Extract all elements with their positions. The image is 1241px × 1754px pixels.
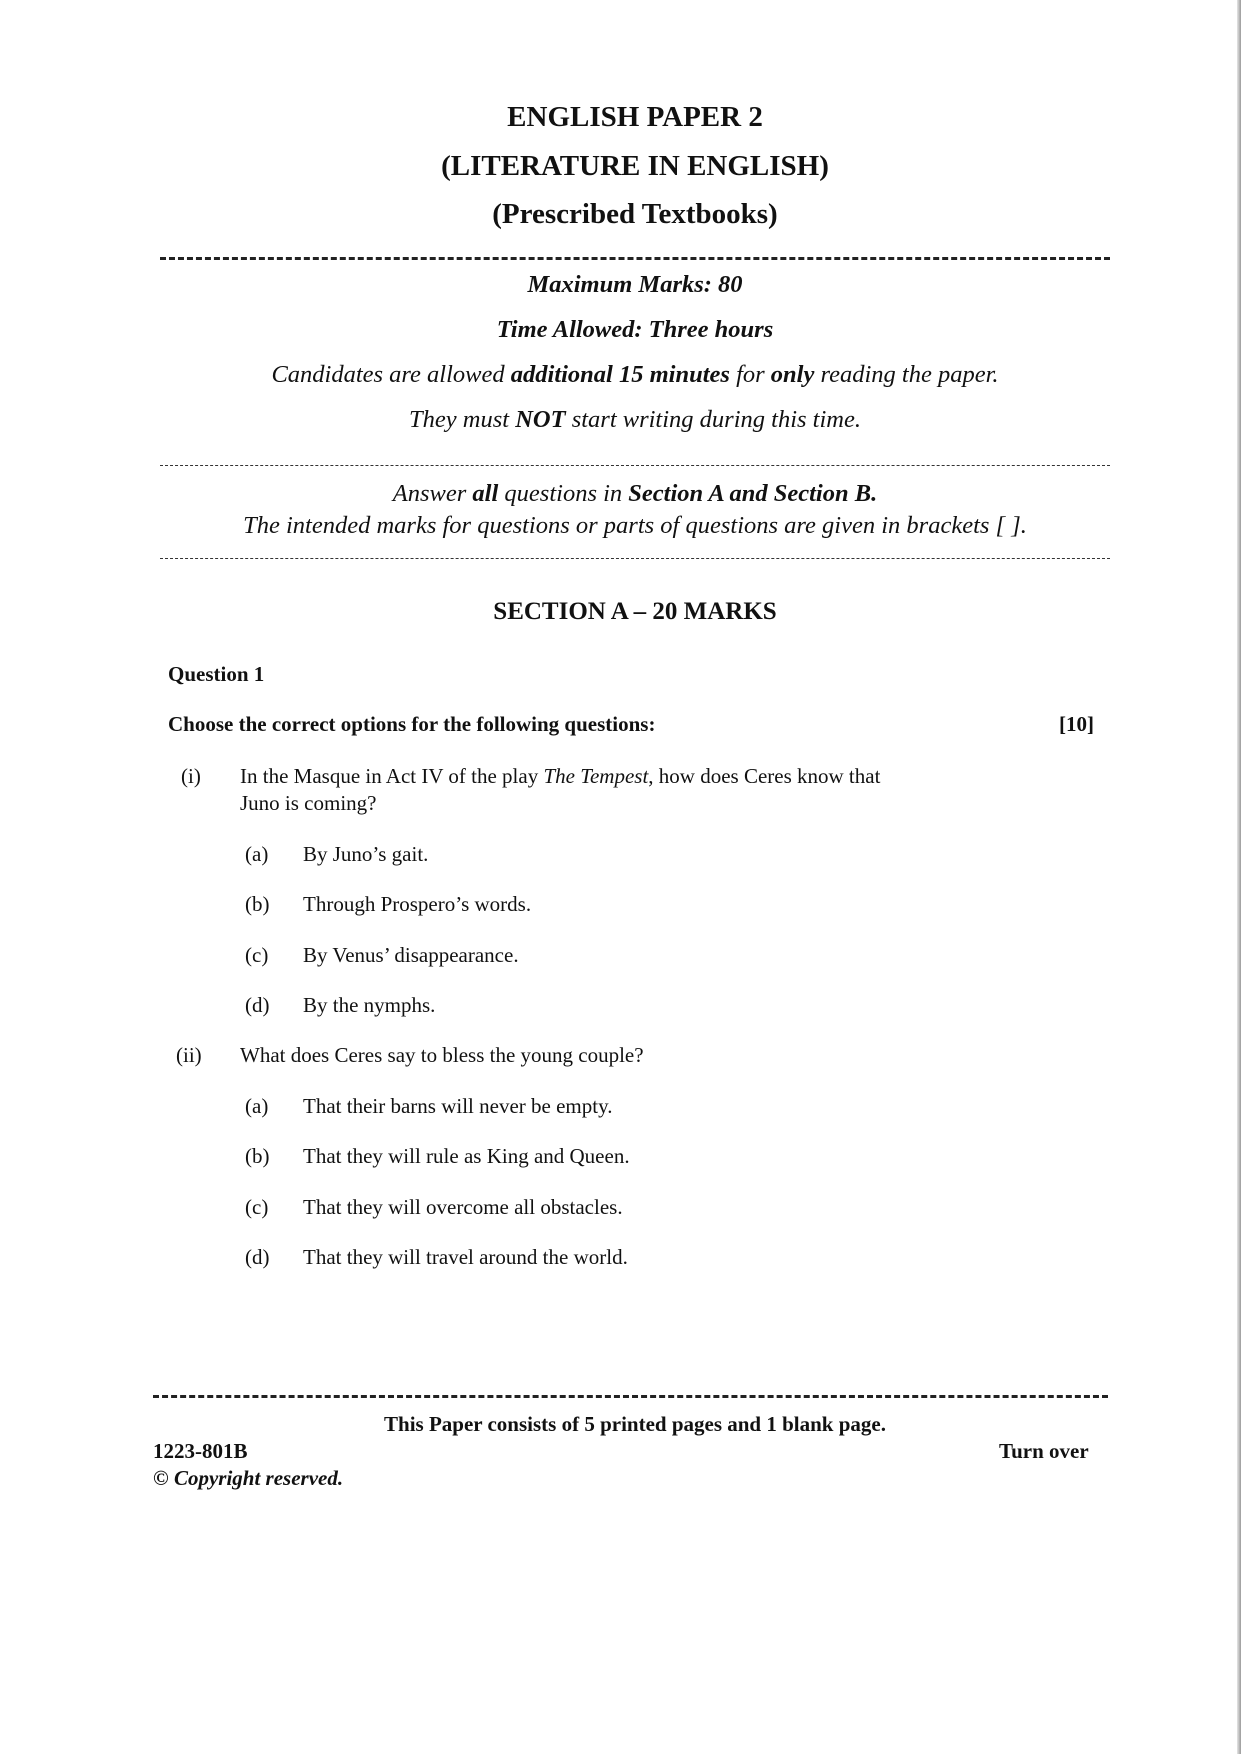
header-divider [160, 257, 1110, 260]
time-allowed: Time Allowed: Three hours [496, 316, 774, 343]
part-numeral: (i) [181, 764, 201, 788]
paper-subtitle: (LITERATURE IN ENGLISH) [441, 150, 829, 182]
marks-note: The intended marks for questions or parts of questions are given in brackets [ ]. [243, 512, 1027, 539]
option-letter: (a) [245, 1094, 269, 1118]
part-numeral: (ii) [176, 1043, 202, 1067]
option-text: By Juno’s gait. [303, 842, 429, 866]
option-letter: (d) [245, 1245, 270, 1269]
option-letter: (b) [245, 1144, 270, 1168]
paper-subject: (Prescribed Textbooks) [492, 198, 778, 230]
option-text: By the nymphs. [303, 993, 436, 1017]
option-letter: (c) [245, 1195, 269, 1219]
paper-title: ENGLISH PAPER 2 [507, 101, 763, 133]
question-label: Question 1 [168, 662, 265, 686]
part-question-text: In the Masque in Act IV of the play The Tempest, how does Ceres know that [240, 764, 881, 788]
turn-over-note: Turn over [999, 1439, 1089, 1463]
part-question-text-continued: Juno is coming? [240, 791, 377, 815]
option-text: That they will travel around the world. [303, 1245, 628, 1269]
section-heading: SECTION A – 20 MARKS [493, 598, 777, 625]
option-letter: (c) [245, 943, 269, 967]
footer-divider [153, 1395, 1108, 1398]
option-text: By Venus’ disappearance. [303, 943, 519, 967]
writing-restriction-note: They must NOT start writing during this time. [409, 406, 861, 433]
option-letter: (b) [245, 892, 270, 916]
question-marks: [10] [1059, 712, 1094, 736]
copyright-notice: © Copyright reserved. [153, 1466, 344, 1490]
option-text: Through Prospero’s words. [303, 892, 532, 916]
pages-note: This Paper consists of 5 printed pages and 1 blank page. [384, 1412, 886, 1436]
info-divider [160, 465, 1110, 466]
instructions-divider [160, 558, 1110, 559]
part-question-text: What does Ceres say to bless the young couple? [240, 1043, 644, 1067]
answer-instruction: Answer all questions in Section A and Section B. [392, 480, 878, 507]
option-letter: (a) [245, 842, 269, 866]
option-text: That they will rule as King and Queen. [303, 1144, 630, 1168]
paper-code: 1223-801B [153, 1439, 248, 1463]
option-text: That they will overcome all obstacles. [303, 1195, 623, 1219]
page-edge [1237, 0, 1241, 1754]
question-instruction: Choose the correct options for the following questions: [168, 712, 656, 736]
reading-time-note: Candidates are allowed additional 15 minutes for only reading the paper. [271, 361, 999, 388]
option-letter: (d) [245, 993, 270, 1017]
option-text: That their barns will never be empty. [303, 1094, 613, 1118]
maximum-marks: Maximum Marks: 80 [527, 271, 743, 298]
